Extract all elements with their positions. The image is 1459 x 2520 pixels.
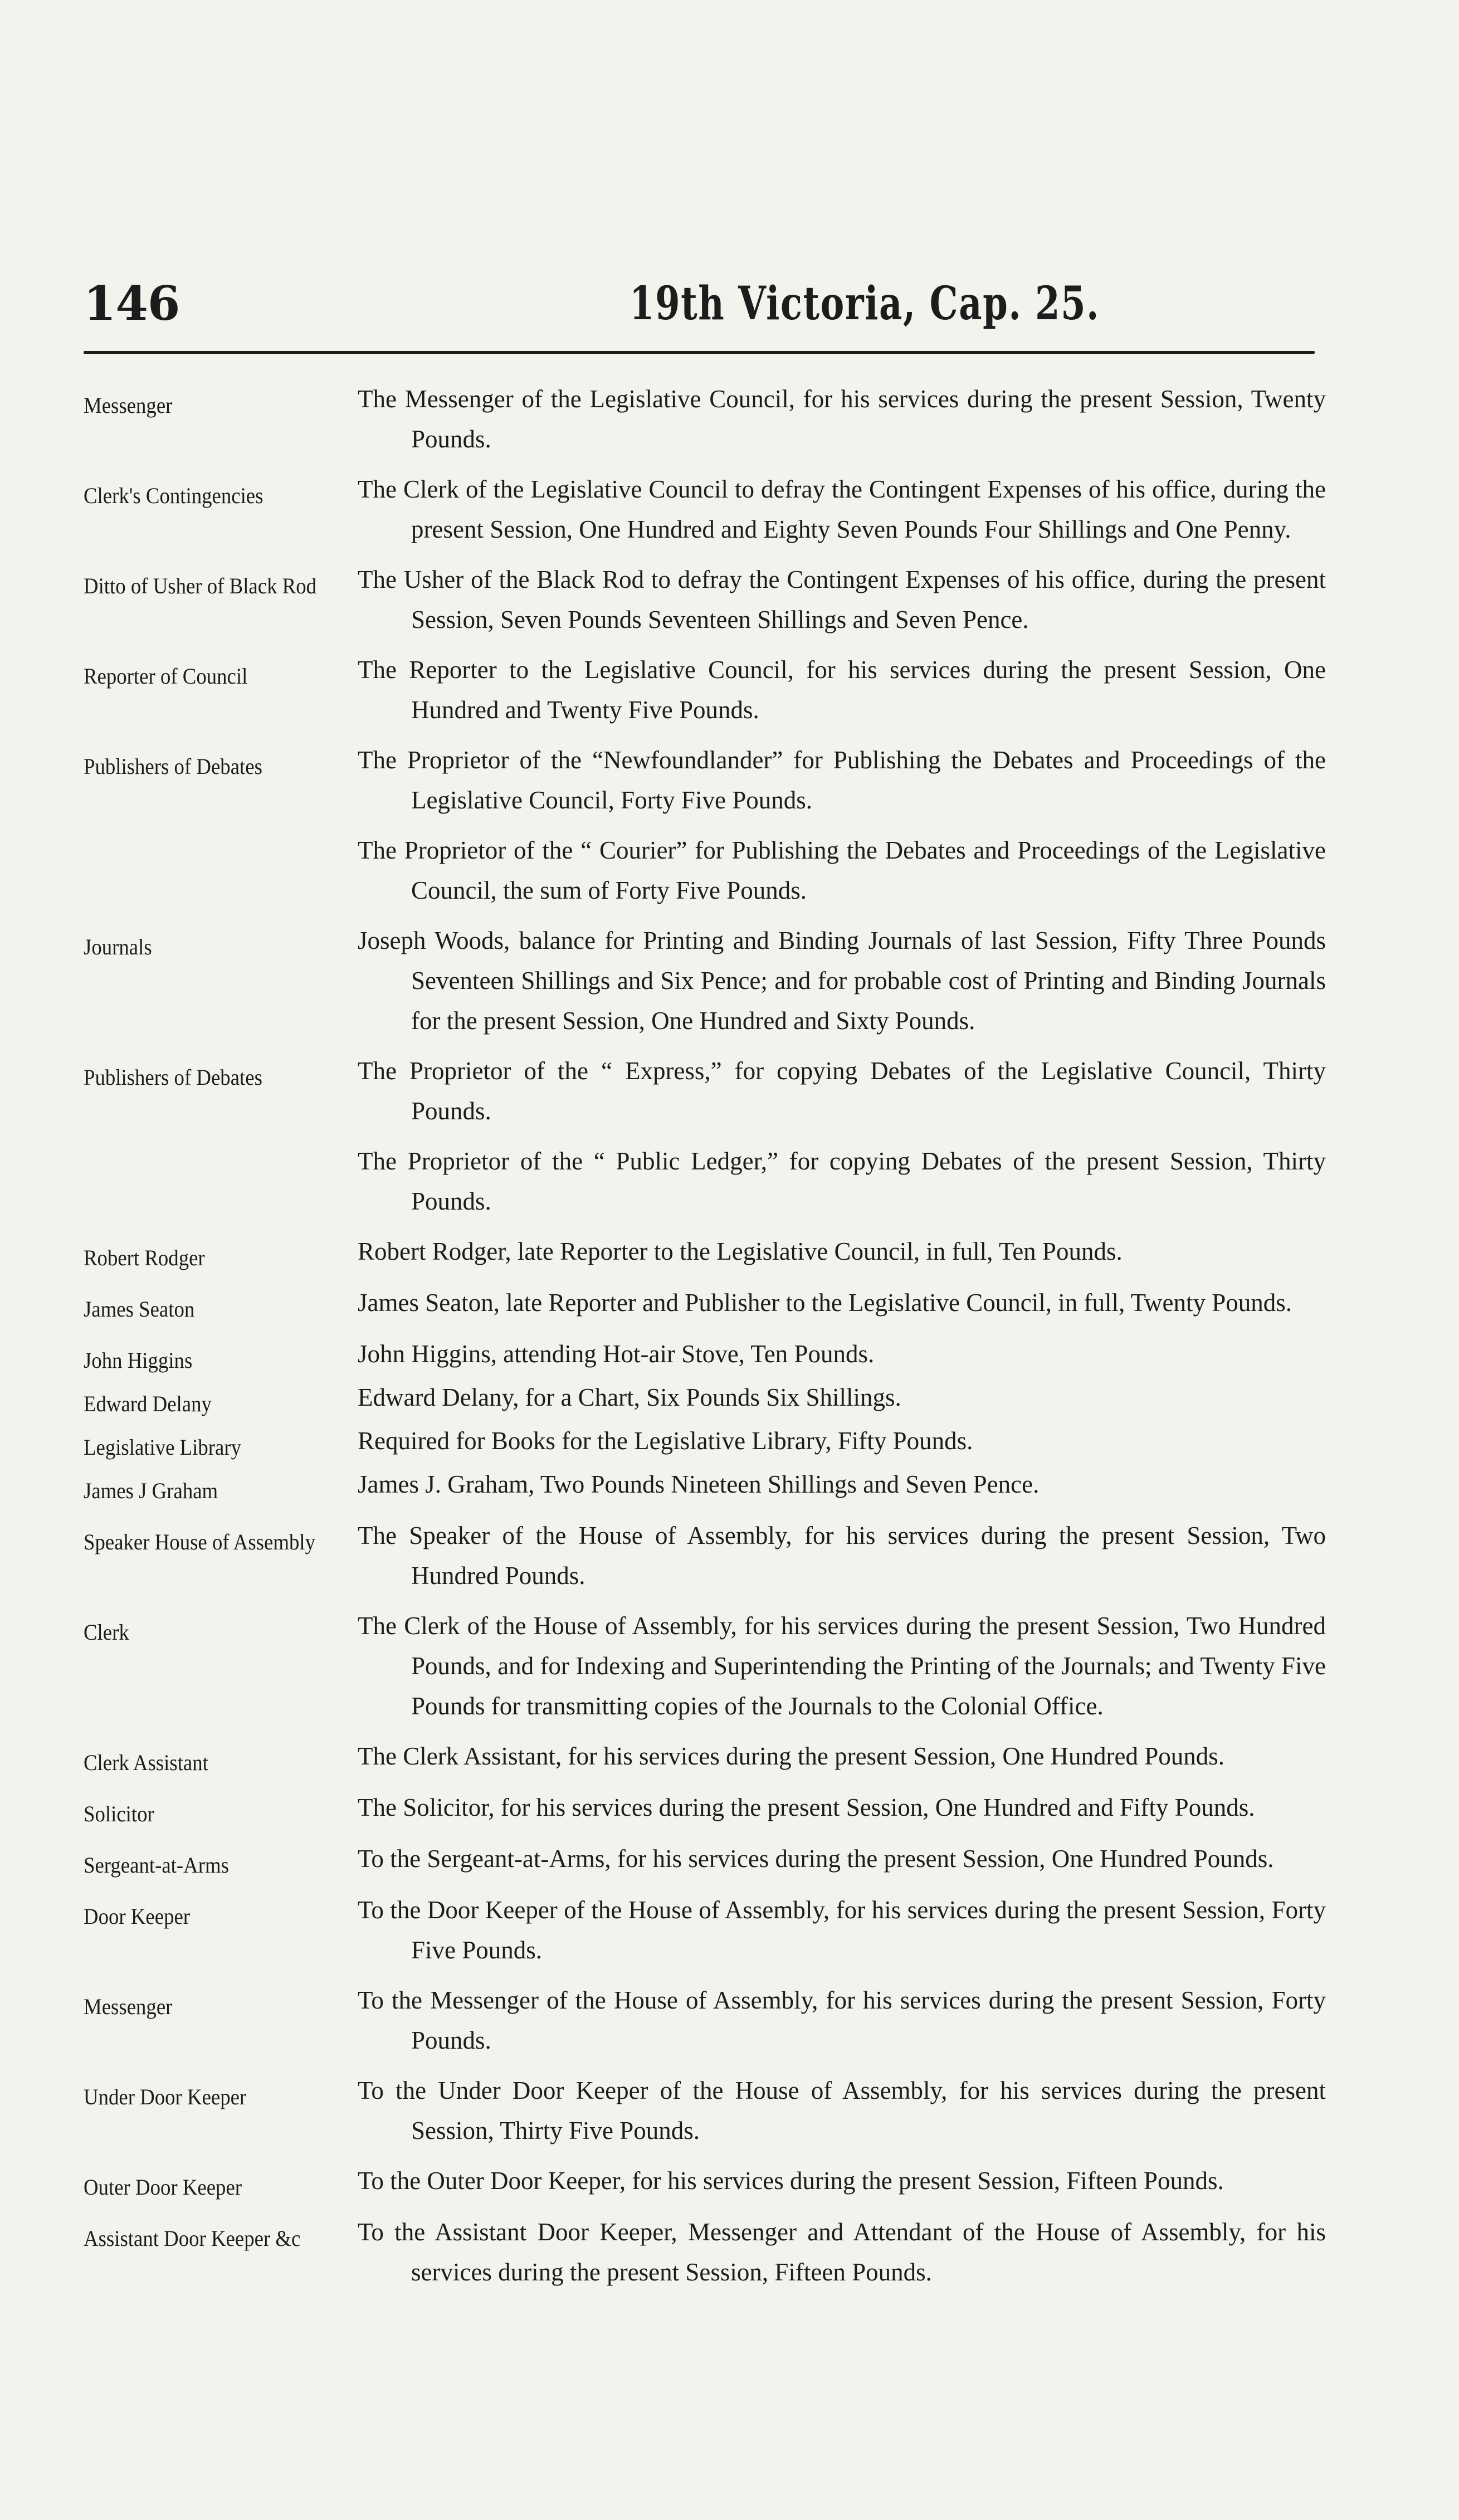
entry-text: To the Outer Door Keeper, for his services during the present Session, Fifteen Pounds. — [358, 2167, 1224, 2195]
entry-clerk-assistant — [84, 1736, 1326, 1777]
entry-text: To the Under Door Keeper of the House of Assembly, for his services during the present Session, Thirty Five Pounds. — [358, 2077, 1326, 2144]
entry-text: To the Sergeant-at-Arms, for his services during the present Session, One Hundred Pounds. — [358, 1845, 1274, 1873]
entry-text: James Seaton, late Reporter and Publisher to the Legislative Council, in full, Twenty Pounds. — [358, 1289, 1292, 1317]
margin-note: Ditto of Usher of Black Rod — [84, 573, 317, 598]
margin-note: Publishers of Debates — [84, 754, 262, 779]
margin-note: James Seaton — [84, 1296, 195, 1322]
margin-note: Publishers of Debates — [84, 1065, 262, 1090]
entry-robert-rodger — [84, 1231, 1326, 1273]
entry-text: The Clerk of the House of Assembly, for his services during the present Session, Two Hundred Pounds, and for Indexing and Superintending the Printing of the Journals; and Twenty Five Pounds for transmitting copies of the Journals to the Colonial Office. — [358, 1612, 1326, 1720]
entry-text: The Proprietor of the “ Courier” for Publishing the Debates and Proceedings of the Legislative Council, the sum of Forty Five Pounds. — [358, 836, 1326, 904]
entry-text: To the Assistant Door Keeper, Messenger and Attendant of the House of Assembly, for his services during the present Session, Fifteen Pounds. — [358, 2218, 1326, 2286]
entry-text: Joseph Woods, balance for Printing and Binding Journals of last Session, Fifty Three Pounds Seventeen Shillings and Six Pence; and for probable cost of Printing and Binding Journals for the present Session, One Hundred and Sixty Pounds. — [358, 927, 1326, 1035]
entry-public-ledger — [84, 1141, 1326, 1221]
entry-messenger-house-of-assembly — [84, 1980, 1326, 2060]
margin-note: Outer Door Keeper — [84, 2175, 242, 2200]
margin-note: Legislative Library — [84, 1435, 242, 1460]
margin-note: John Higgins — [84, 1348, 193, 1373]
entry-express — [84, 1051, 1326, 1131]
entry-text: The Speaker of the House of Assembly, for his services during the present Session, Two Hundred Pounds. — [358, 1522, 1326, 1590]
entry-text: The Proprietor of the “Newfoundlander” for Publishing the Debates and Proceedings of the Legislative Council, Forty Five Pounds. — [358, 746, 1326, 814]
entry-solicitor — [84, 1787, 1326, 1829]
appropriation-list — [84, 379, 1326, 2302]
entry-courier — [84, 830, 1326, 910]
margin-note — [84, 830, 336, 842]
entry-sergeant-at-arms — [84, 1839, 1326, 1880]
margin-note: Sergeant-at-Arms — [84, 1853, 229, 1878]
entry-edward-delany — [84, 1377, 1326, 1419]
entry-text: The Proprietor of the “ Express,” for copying Debates of the Legislative Council, Thirty Pounds. — [358, 1057, 1326, 1125]
margin-note: Clerk Assistant — [84, 1750, 208, 1775]
entry-text: To the Messenger of the House of Assembly, for his services during the present Session, Forty Pounds. — [358, 1986, 1326, 2054]
entry-text: Robert Rodger, late Reporter to the Legislative Council, in full, Ten Pounds. — [358, 1237, 1123, 1265]
margin-note: Solicitor — [84, 1801, 154, 1826]
margin-note: Clerk — [84, 1620, 129, 1645]
entry-outer-door-keeper — [84, 2161, 1326, 2202]
entry-text: Edward Delany, for a Chart, Six Pounds Six Shillings. — [358, 1383, 901, 1411]
margin-note: Speaker House of Assembly — [84, 1529, 315, 1554]
entry-text: Required for Books for the Legislative Library, Fifty Pounds. — [358, 1427, 973, 1455]
entry-under-door-keeper — [84, 2070, 1326, 2151]
margin-note: Reporter of Council — [84, 664, 248, 689]
entry-john-higgins — [84, 1334, 1326, 1375]
entry-newfoundlander — [84, 740, 1326, 820]
entry-text: The Clerk Assistant, for his services during the present Session, One Hundred Pounds. — [358, 1742, 1225, 1770]
margin-note: Under Door Keeper — [84, 2084, 247, 2109]
entry-speaker-house-of-assembly — [84, 1515, 1326, 1596]
entry-text: John Higgins, attending Hot-air Stove, Ten Pounds. — [358, 1340, 875, 1368]
entry-text: The Clerk of the Legislative Council to defray the Contingent Expenses of his office, during the present Session, One Hundred and Eighty Seven Pounds Four Shillings and One Penny. — [358, 475, 1326, 543]
margin-note: Journals — [84, 934, 152, 959]
margin-note: Door Keeper — [84, 1904, 191, 1929]
margin-note: Edward Delany — [84, 1391, 212, 1416]
header-rule — [84, 351, 1315, 354]
margin-note: James J Graham — [84, 1478, 218, 1503]
margin-note: Assistant Door Keeper &c — [84, 2226, 301, 2251]
entry-text: The Reporter to the Legislative Council, for his services during the present Session, One Hundred and Twenty Five Pounds. — [358, 656, 1326, 724]
entry-text: The Solicitor, for his services during the present Session, One Hundred and Fifty Pounds. — [358, 1793, 1255, 1821]
entry-text: The Messenger of the Legislative Council, for his services during the present Session, Twenty Pounds. — [358, 385, 1326, 453]
margin-note: Messenger — [84, 1994, 173, 2019]
entry-clerks-contingencies — [84, 469, 1326, 549]
entry-text: James J. Graham, Two Pounds Nineteen Shillings and Seven Pence. — [358, 1470, 1040, 1498]
entry-legislative-library — [84, 1421, 1326, 1462]
margin-note: Robert Rodger — [84, 1245, 205, 1270]
entry-journals — [84, 920, 1326, 1041]
margin-note: Messenger — [84, 393, 173, 418]
entry-james-graham — [84, 1464, 1326, 1505]
page-header — [84, 267, 1320, 340]
entry-assistant-door-keeper — [84, 2212, 1326, 2292]
running-title: 19th Victoria, Cap. 25. — [630, 277, 1100, 330]
entry-legislative-council-messenger — [84, 379, 1326, 459]
entry-text: The Proprietor of the “ Public Ledger,” for copying Debates of the present Session, Thirty Pounds. — [358, 1147, 1326, 1215]
entry-text: To the Door Keeper of the House of Assembly, for his services during the present Session, Forty Five Pounds. — [358, 1896, 1326, 1964]
entry-door-keeper — [84, 1890, 1326, 1970]
entry-usher-black-rod — [84, 559, 1326, 640]
margin-note: Clerk's Contingencies — [84, 483, 264, 508]
page-number: 146 — [84, 276, 180, 331]
entry-clerk-house-of-assembly — [84, 1606, 1326, 1726]
entry-text: The Usher of the Black Rod to defray the Contingent Expenses of his office, during the present Session, Seven Pounds Seventeen Shillings and Seven Pence. — [358, 566, 1326, 633]
margin-note — [84, 1141, 336, 1153]
entry-james-seaton — [84, 1283, 1326, 1324]
entry-reporter-of-council — [84, 650, 1326, 730]
